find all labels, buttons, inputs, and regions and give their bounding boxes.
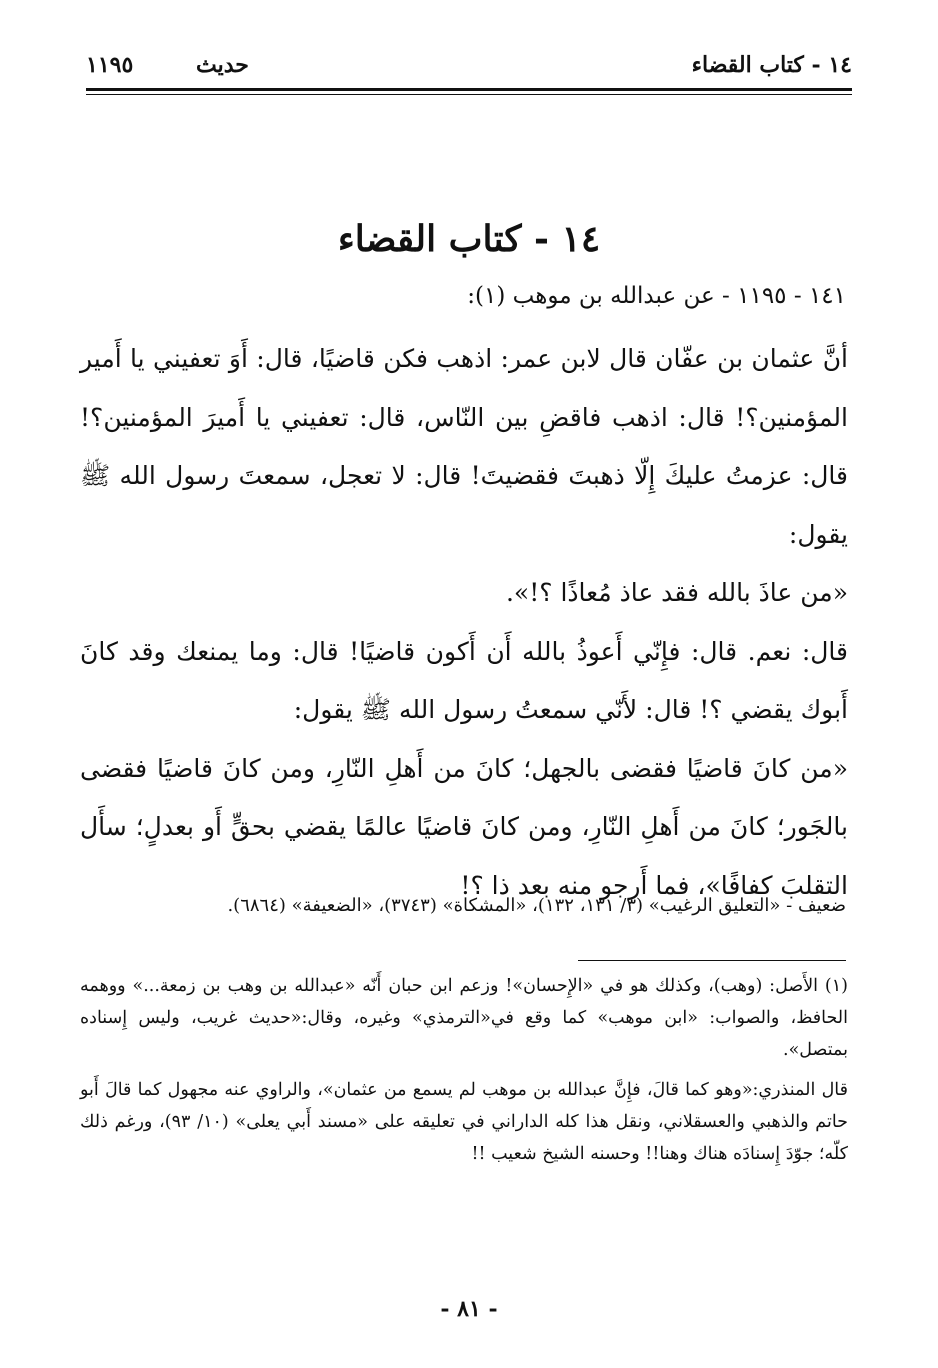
- header-hadith-ref: [86, 52, 249, 78]
- hadith-paragraph: أنَّ عثمان بن عفّان قال لابن عمر: اذهب فكن قاضيًا، قال: أَوَ تعفيني يا أَمير المؤمنين؟! قال: اذهب فاقضِ بين النّاس، قال: تعفيني يا أَميرَ المؤمنين؟! قال: عزمتُ عليكَ إِلّا ذهبتَ فقضيتَ! قال: لا تعجل، سمعتَ رسول الله ﷺ يقول:: [80, 344, 848, 549]
- header-chapter: ١٤ - كتاب القضاء: [691, 52, 852, 78]
- hadith-paragraph: قال: نعم. قال: فإِنّي أَعوذُ بالله أَن أَكون قاضيًا! قال: وما يمنعك وقد كانَ أَبوك يقضي ؟! قال: لأَنّي سمعتُ رسول الله ﷺ يقول:: [80, 636, 848, 724]
- hadith-grading: ضعيف - «التعليق الرغيب» (٣/ ١٣١، ١٣٢)، «المشكاة» (٣٧٤٣)، «الضعيفة» (٦٨٦٤).: [227, 895, 846, 916]
- chapter-title: ١٤ - كتاب القضاء: [337, 218, 601, 260]
- hadith-paragraph: «من كانَ قاضيًا فقضى بالجهل؛ كانَ من أَهلِ النّارِ، ومن كانَ قاضيًا فقضى بالجَور؛ كانَ من أَهلِ النّارِ، ومن كانَ قاضيًا عالمًا يقضي بحقٍّ أَو بعدلٍ؛ سأَل التقلبَ كفافًا»، فما أَرجو منه بعد ذا ؟!: [80, 753, 848, 900]
- page-number: - ٨١ -: [440, 1296, 498, 1322]
- footnote: (١) الأَصل: (وهب)، وكذلك هو في «الإِحسان»! وزعم ابن حبان أَنّه «عبدالله بن وهب بن زمعة...» ووهمه الحافظ، والصواب: «ابن موهب» كما وقع في«الترمذي» وغيره، وقال:«حديث غريب، وليس إِسناده بمتصل».: [80, 976, 848, 1060]
- header-hadith-number: ١١٩٥: [86, 52, 134, 78]
- hadith-heading: ١٤١ - ١١٩٥ - عن عبدالله بن موهب (١):: [467, 283, 846, 309]
- footnote: قال المنذري:«وهو كما قالَ، فإِنَّ عبدالله بن موهب لم يسمع من عثمان»، والراوي عنه مجهول كما قالَ أَبو حاتم والذهبي والعسقلاني، ونقل هذا كله الداراني في تعليقه على «مسند أَبي يعلى» (١٠/ ٩٣)، ورغم ذلك كلّه؛ جوّدَ إِسنادَه هناك وهنا!! وحسنه الشيخ شعيب !!: [80, 1080, 848, 1164]
- hadith-paragraph: «من عاذَ بالله فقد عاذ مُعاذًا ؟!».: [505, 578, 848, 607]
- footnotes: [80, 970, 848, 1178]
- header-hadith-label: حديث: [196, 52, 249, 78]
- hadith-text: [80, 330, 848, 915]
- running-header: [86, 52, 852, 92]
- footnote-separator: [578, 960, 846, 961]
- header-rule-thin: [86, 94, 852, 95]
- header-rule-thick: [86, 88, 852, 91]
